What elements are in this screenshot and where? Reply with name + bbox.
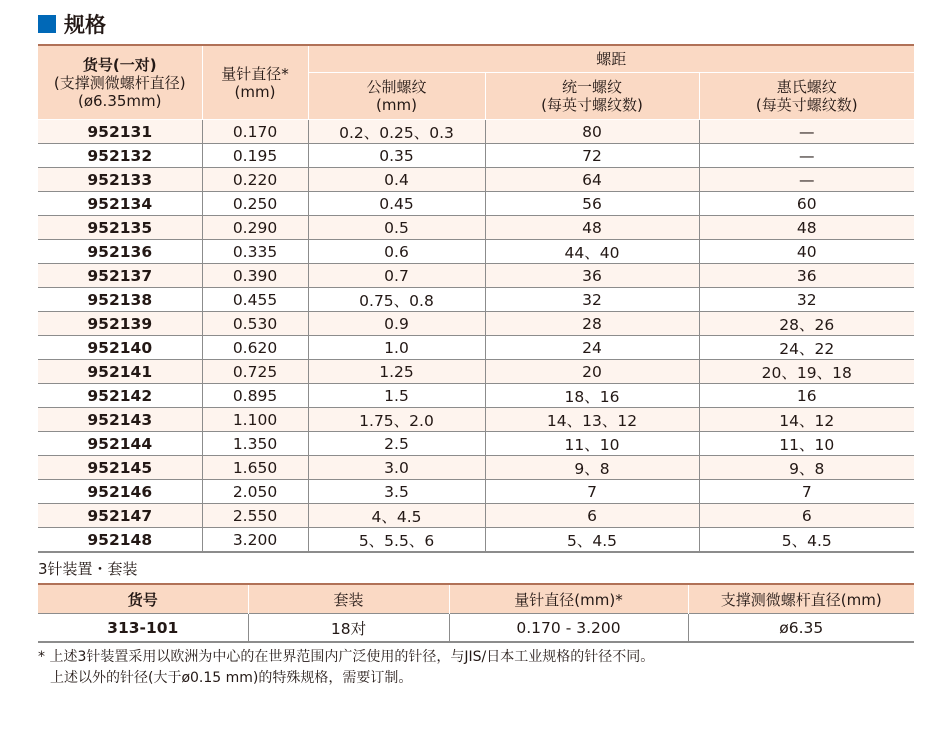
header-unified-line2: (每英寸螺纹数) [541,96,643,114]
header-whitworth-line1: 惠氏螺纹 [776,78,837,96]
table-row [38,480,914,504]
cell-part-no: 952133 [38,168,202,192]
cell-metric: 0.7 [308,264,485,288]
cell-wire-dia: 0.290 [202,216,308,240]
set-header-set: 套装 [248,584,449,614]
cell-unified: 44、40 [485,240,699,264]
table-row [38,264,914,288]
cell-metric: 0.9 [308,312,485,336]
cell-unified: 14、13、12 [485,408,699,432]
table-row [38,504,914,528]
cell-metric: 1.5 [308,384,485,408]
set-cell-wire-diameter: 0.170 - 3.200 [449,614,688,643]
cell-metric: 1.75、2.0 [308,408,485,432]
cell-wire-dia: 0.220 [202,168,308,192]
cell-whitworth: 11、10 [699,432,914,456]
cell-wire-dia: 0.335 [202,240,308,264]
cell-wire-dia: 0.170 [202,120,308,144]
table-row [38,408,914,432]
cell-part-no: 952146 [38,480,202,504]
header-wire-diameter [202,45,308,120]
header-unified-thread [485,73,699,120]
cell-whitworth: — [699,120,914,144]
cell-whitworth: 48 [699,216,914,240]
spec-table [38,44,914,553]
set-table [38,583,914,643]
cell-metric: 1.0 [308,336,485,360]
cell-part-no: 952140 [38,336,202,360]
set-cell-set: 18对 [248,614,449,643]
header-part-no [38,45,202,120]
set-header-wire-diameter: 量针直径(mm)* [449,584,688,614]
cell-unified: 9、8 [485,456,699,480]
cell-unified: 5、4.5 [485,528,699,553]
cell-metric: 0.4 [308,168,485,192]
cell-whitworth: 32 [699,288,914,312]
header-whitworth-line2: (每英寸螺纹数) [755,96,858,114]
header-part-no-line1: 货号(一对) [82,55,157,74]
cell-whitworth: 5、4.5 [699,528,914,553]
cell-part-no: 952138 [38,288,202,312]
header-metric-line1: 公制螺纹 [366,78,427,96]
set-header-spindle-diameter: 支撑测微螺杆直径(mm) [688,584,914,614]
cell-whitworth: 7 [699,480,914,504]
header-wire-diameter-line1: 量针直径* [221,64,289,83]
cell-whitworth: 6 [699,504,914,528]
section-marker-square [38,15,56,33]
cell-unified: 18、16 [485,384,699,408]
cell-metric: 4、4.5 [308,504,485,528]
cell-metric: 1.25 [308,360,485,384]
cell-unified: 32 [485,288,699,312]
table-row [38,312,914,336]
cell-metric: 5、5.5、6 [308,528,485,553]
cell-part-no: 952141 [38,360,202,384]
cell-metric: 3.5 [308,480,485,504]
cell-unified: 36 [485,264,699,288]
note-line-1: * 上述3针装置采用以欧洲为中心的在世界范围内广泛使用的针径，与JIS/日本工业规格的针径不同。 [38,649,655,665]
header-pitch: 螺距 [308,45,914,73]
set-cell-spindle-diameter: ø6.35 [688,614,914,643]
cell-unified: 48 [485,216,699,240]
cell-metric: 0.6 [308,240,485,264]
cell-wire-dia: 1.350 [202,432,308,456]
table-row [38,192,914,216]
table-row [38,432,914,456]
cell-metric: 3.0 [308,456,485,480]
notes [38,647,654,689]
cell-whitworth: 28、26 [699,312,914,336]
cell-part-no: 952134 [38,192,202,216]
cell-part-no: 952144 [38,432,202,456]
header-part-no-line3: (ø6.35mm) [77,91,162,110]
cell-wire-dia: 0.455 [202,288,308,312]
cell-whitworth: 20、19、18 [699,360,914,384]
cell-whitworth: 24、22 [699,336,914,360]
cell-wire-dia: 0.725 [202,360,308,384]
cell-unified: 11、10 [485,432,699,456]
cell-wire-dia: 2.550 [202,504,308,528]
table-row [38,168,914,192]
table-row [38,240,914,264]
spec-table-body [38,120,914,553]
cell-part-no: 952137 [38,264,202,288]
cell-unified: 56 [485,192,699,216]
cell-unified: 24 [485,336,699,360]
table-row [38,456,914,480]
cell-whitworth: — [699,168,914,192]
table-row [38,384,914,408]
cell-metric: 0.45 [308,192,485,216]
cell-whitworth: — [699,144,914,168]
cell-wire-dia: 0.620 [202,336,308,360]
cell-whitworth: 60 [699,192,914,216]
table-row [38,288,914,312]
header-metric-thread [308,73,485,120]
cell-wire-dia: 0.195 [202,144,308,168]
cell-unified: 20 [485,360,699,384]
cell-wire-dia: 0.390 [202,264,308,288]
cell-whitworth: 16 [699,384,914,408]
cell-metric: 0.35 [308,144,485,168]
table-row [38,528,914,553]
cell-part-no: 952142 [38,384,202,408]
cell-wire-dia: 0.530 [202,312,308,336]
header-metric-line2: (mm) [376,96,417,114]
cell-part-no: 952139 [38,312,202,336]
table-row [38,120,914,144]
note-line-2: 上述以外的针径(大于ø0.15 mm)的特殊规格，需要订制。 [50,670,413,686]
set-row [38,614,914,643]
set-cell-part-no: 313-101 [38,614,248,643]
cell-part-no: 952148 [38,528,202,553]
cell-unified: 72 [485,144,699,168]
cell-part-no: 952135 [38,216,202,240]
cell-part-no: 952136 [38,240,202,264]
header-part-no-line2: (支撑测微螺杆直径) [53,73,186,92]
cell-part-no: 952131 [38,120,202,144]
table-row [38,216,914,240]
cell-unified: 28 [485,312,699,336]
cell-metric: 0.75、0.8 [308,288,485,312]
cell-part-no: 952145 [38,456,202,480]
cell-wire-dia: 1.650 [202,456,308,480]
cell-unified: 7 [485,480,699,504]
cell-wire-dia: 3.200 [202,528,308,553]
cell-part-no: 952147 [38,504,202,528]
section-heading [38,10,106,38]
cell-unified: 80 [485,120,699,144]
section-title: 规格 [64,13,106,37]
header-wire-diameter-line2: (mm) [234,82,276,101]
table-row [38,336,914,360]
cell-whitworth: 36 [699,264,914,288]
cell-part-no: 952143 [38,408,202,432]
header-whitworth-thread [699,73,914,120]
cell-whitworth: 9、8 [699,456,914,480]
cell-wire-dia: 0.895 [202,384,308,408]
cell-metric: 0.5 [308,216,485,240]
set-header-part-no: 货号 [38,584,248,614]
cell-unified: 6 [485,504,699,528]
table-row [38,360,914,384]
cell-whitworth: 14、12 [699,408,914,432]
cell-metric: 0.2、0.25、0.3 [308,120,485,144]
cell-unified: 64 [485,168,699,192]
cell-wire-dia: 1.100 [202,408,308,432]
table-row [38,144,914,168]
cell-wire-dia: 2.050 [202,480,308,504]
header-unified-line1: 统一螺纹 [561,78,622,96]
cell-metric: 2.5 [308,432,485,456]
cell-part-no: 952132 [38,144,202,168]
set-caption: 3针装置・套装 [38,560,138,578]
cell-whitworth: 40 [699,240,914,264]
cell-wire-dia: 0.250 [202,192,308,216]
